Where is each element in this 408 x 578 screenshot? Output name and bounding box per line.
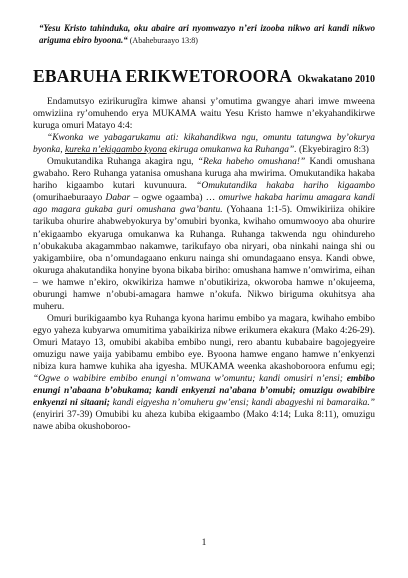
text-run: (enyiriri 37-39) Omubibi ku aheza kubiba ekigaambo (Mako 4:14; Luka 8:11), omuzigu nawe abiba okushoboroo-: [33, 410, 375, 433]
text-run: Omuri burikigaambo kya Ruhanga kyona harimu embibo ya magara, kwihaho embibo egyo yaheza kubyarwa omumitima yabaikiriza nibwe erikumera ekakura (Mako 4:26-29). Omuri Matayo 13, omubibi akabiba embibo nungi, rero abantu kubabaire bagojegyeire omuzigu nawe yaija yabibamu embibo eye. Byoona hamwe engano hamwe n’enkyenzi nibiza kura hamwe kuhika aha igyesha. MUKAMA weenka akashoboroora enfumu egi;: [33, 313, 375, 373]
paragraph-beginning: [33, 156, 375, 313]
document-date: Okwakatano 2010: [297, 74, 375, 85]
document-page: [33, 22, 375, 433]
quote-bold-run: embibo enungi n’abaana b’obukama; kandi enkyenzi na’abana b’omubi; omuzigu owabibire enkyenzi ni sitaani;: [33, 374, 375, 409]
text-run: Kandi omushana gwabaho. Rero Ruhanga yatanisa omushana kuruga aha mwirima. Omukutandika hakaba hariho kigaambo kutari kuvunuura.: [33, 157, 375, 192]
text-run: – ogwe ogaamba) …: [130, 193, 219, 204]
text-run: (Yohaana 1:1-5). Omwikiriiza ohikire tarikuba ohurire ahabwebyokurya by’omubiri byonka, kwihaho omumwooyo aba ohurire n’ekigaambo ekyaruga omukanwa ka Ruhanga. Ruhanga takwenda ngu ohindureho n’obukakuba akagammbao nakamwe, tarikufayo oba niryari, oba ninkahi nainga shi ou yakigambiire, oba n’omundagaano enkuru nainga shi omundagaano ensya. Kandi obwe, okuruga ahakutandika honyine byona bikaba biriho: omushana hamwe n’omwirima, eihan – we hamwe n’ekiro, okwikiriza hamwe n’obutikiriza, okworoba hamwe n’okujeema, oburungi hamwe n’obubi-amagara hamwe n’okufa. Nikwo biriguma okuhitsya aha muheru.: [33, 205, 375, 312]
text-run: Omukutandika Ruhanga akagira ngu,: [47, 157, 198, 168]
quote-run: “Ogwe o wabibire embibo enungi n’omwana w’omuntu; kandi omusiri n’ensi;: [33, 374, 347, 385]
quote-run: “Omukutandika hakaba hariho kigaambo: [196, 181, 375, 192]
quote-reference: (Ekyebiragiro 8:3): [296, 145, 369, 156]
paragraph-scripture-quote: [33, 132, 375, 156]
title-row: [33, 66, 375, 87]
quote-run: “Reka habeho omushana!”: [197, 157, 306, 168]
quote-text-end: ekiruga omukanwa ka Ruhanga”.: [166, 145, 297, 156]
quote-run: Dabar: [105, 193, 131, 204]
quote-run: kandi eigyesha n’omuheru gw’ensi; kandi abagyeshi ni bamaraika.”: [109, 398, 375, 409]
epigraph-reference: (Abaheburaayo 13:8): [127, 36, 198, 45]
text-run: (omurihaeburaayo: [33, 193, 106, 204]
paragraph-greeting: Endamutsyo ezirikurugĩra kimwe ahansi y’omutima gwangye ahari imwe mweena omwiziina ry’omuhendo erya MUKAMA waitu Yesu Kristo hamwe n’ekyahandikirwe kuruga omuri Matayo 4:4:: [33, 97, 375, 132]
quote-text: “Kwonka we yabagarukamu ati: kikahandikwa ngu, omuntu tatungwa by’okurya byonka,: [33, 133, 375, 156]
page-number: 1: [201, 538, 207, 548]
epigraph: [33, 22, 375, 47]
document-title: EBARUHA ERIKWETOROORA: [33, 66, 293, 86]
document-body: [33, 96, 375, 433]
paragraph-seed: [33, 313, 375, 433]
quote-run: omuriwe hakaba harimu amagara kandi ago magara gukaba guri omushana gwa’bantu.: [33, 193, 375, 216]
quote-underlined: kureka n’ekigaambo kyona: [64, 145, 167, 156]
epigraph-quote: “Yesu Kristo tahinduka, oku abaire ari nyomwazyo n’eri izooba nikwo ari kandi nikwo ariguma ebiro byoona.“: [39, 23, 375, 45]
